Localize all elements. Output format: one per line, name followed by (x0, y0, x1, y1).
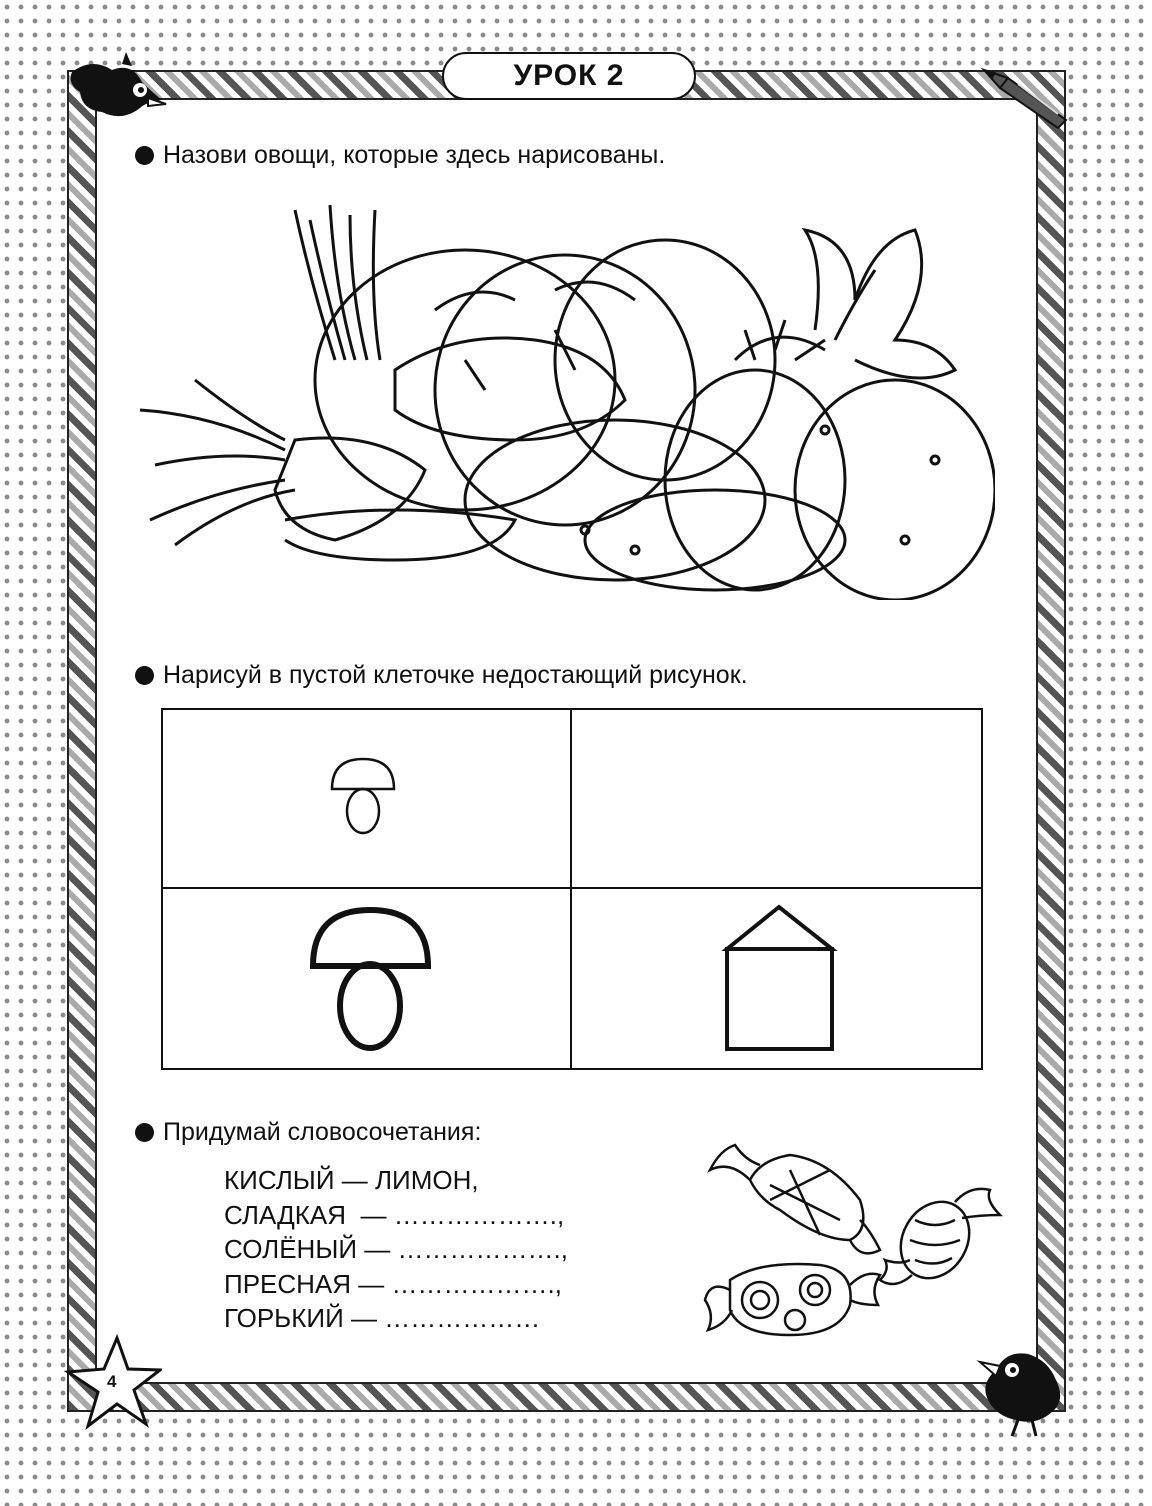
candies-illustration (700, 1140, 1010, 1350)
phrase-line[interactable]: ГОРЬКИЙ — ……………… (224, 1303, 541, 1333)
bullet-icon (135, 1123, 154, 1142)
bullet-icon (135, 146, 154, 165)
page-number: 4 (107, 1372, 117, 1391)
phrase-line: КИСЛЫЙ — ЛИМОН, (224, 1165, 479, 1195)
big-mushroom-icon (308, 904, 433, 1054)
vegetables-illustration (135, 200, 995, 600)
lesson-title: УРОК 2 (442, 52, 696, 100)
task-2 (135, 661, 748, 690)
house-icon (717, 901, 842, 1056)
drawing-grid (161, 708, 983, 1070)
task-3-text: Придумай словосочетания: (163, 1118, 482, 1146)
phrase-line[interactable]: СОЛЁНЫЙ — ………………., (224, 1234, 568, 1264)
grid-cell-small-mushroom (163, 710, 572, 889)
phrase-list (224, 1163, 568, 1336)
phrase-line[interactable]: ПРЕСНАЯ — ………………., (224, 1268, 562, 1299)
phrase-line[interactable]: СЛАДКАЯ — ………………., (224, 1199, 565, 1230)
task-3 (135, 1118, 481, 1147)
task-1 (135, 141, 665, 170)
task-2-text: Нарисуй в пустой клеточке недостающий рисунок. (163, 661, 748, 689)
task-1-text: Назови овощи, которые здесь нарисованы. (163, 141, 666, 169)
pencil-icon (978, 62, 1078, 132)
grid-cell-empty[interactable] (572, 710, 981, 889)
crow-icon (966, 1340, 1076, 1440)
grid-cell-big-mushroom (163, 889, 572, 1068)
small-mushroom-icon (328, 755, 398, 835)
crow-icon (62, 52, 172, 132)
bullet-icon (135, 666, 154, 685)
grid-cell-house (572, 889, 981, 1068)
